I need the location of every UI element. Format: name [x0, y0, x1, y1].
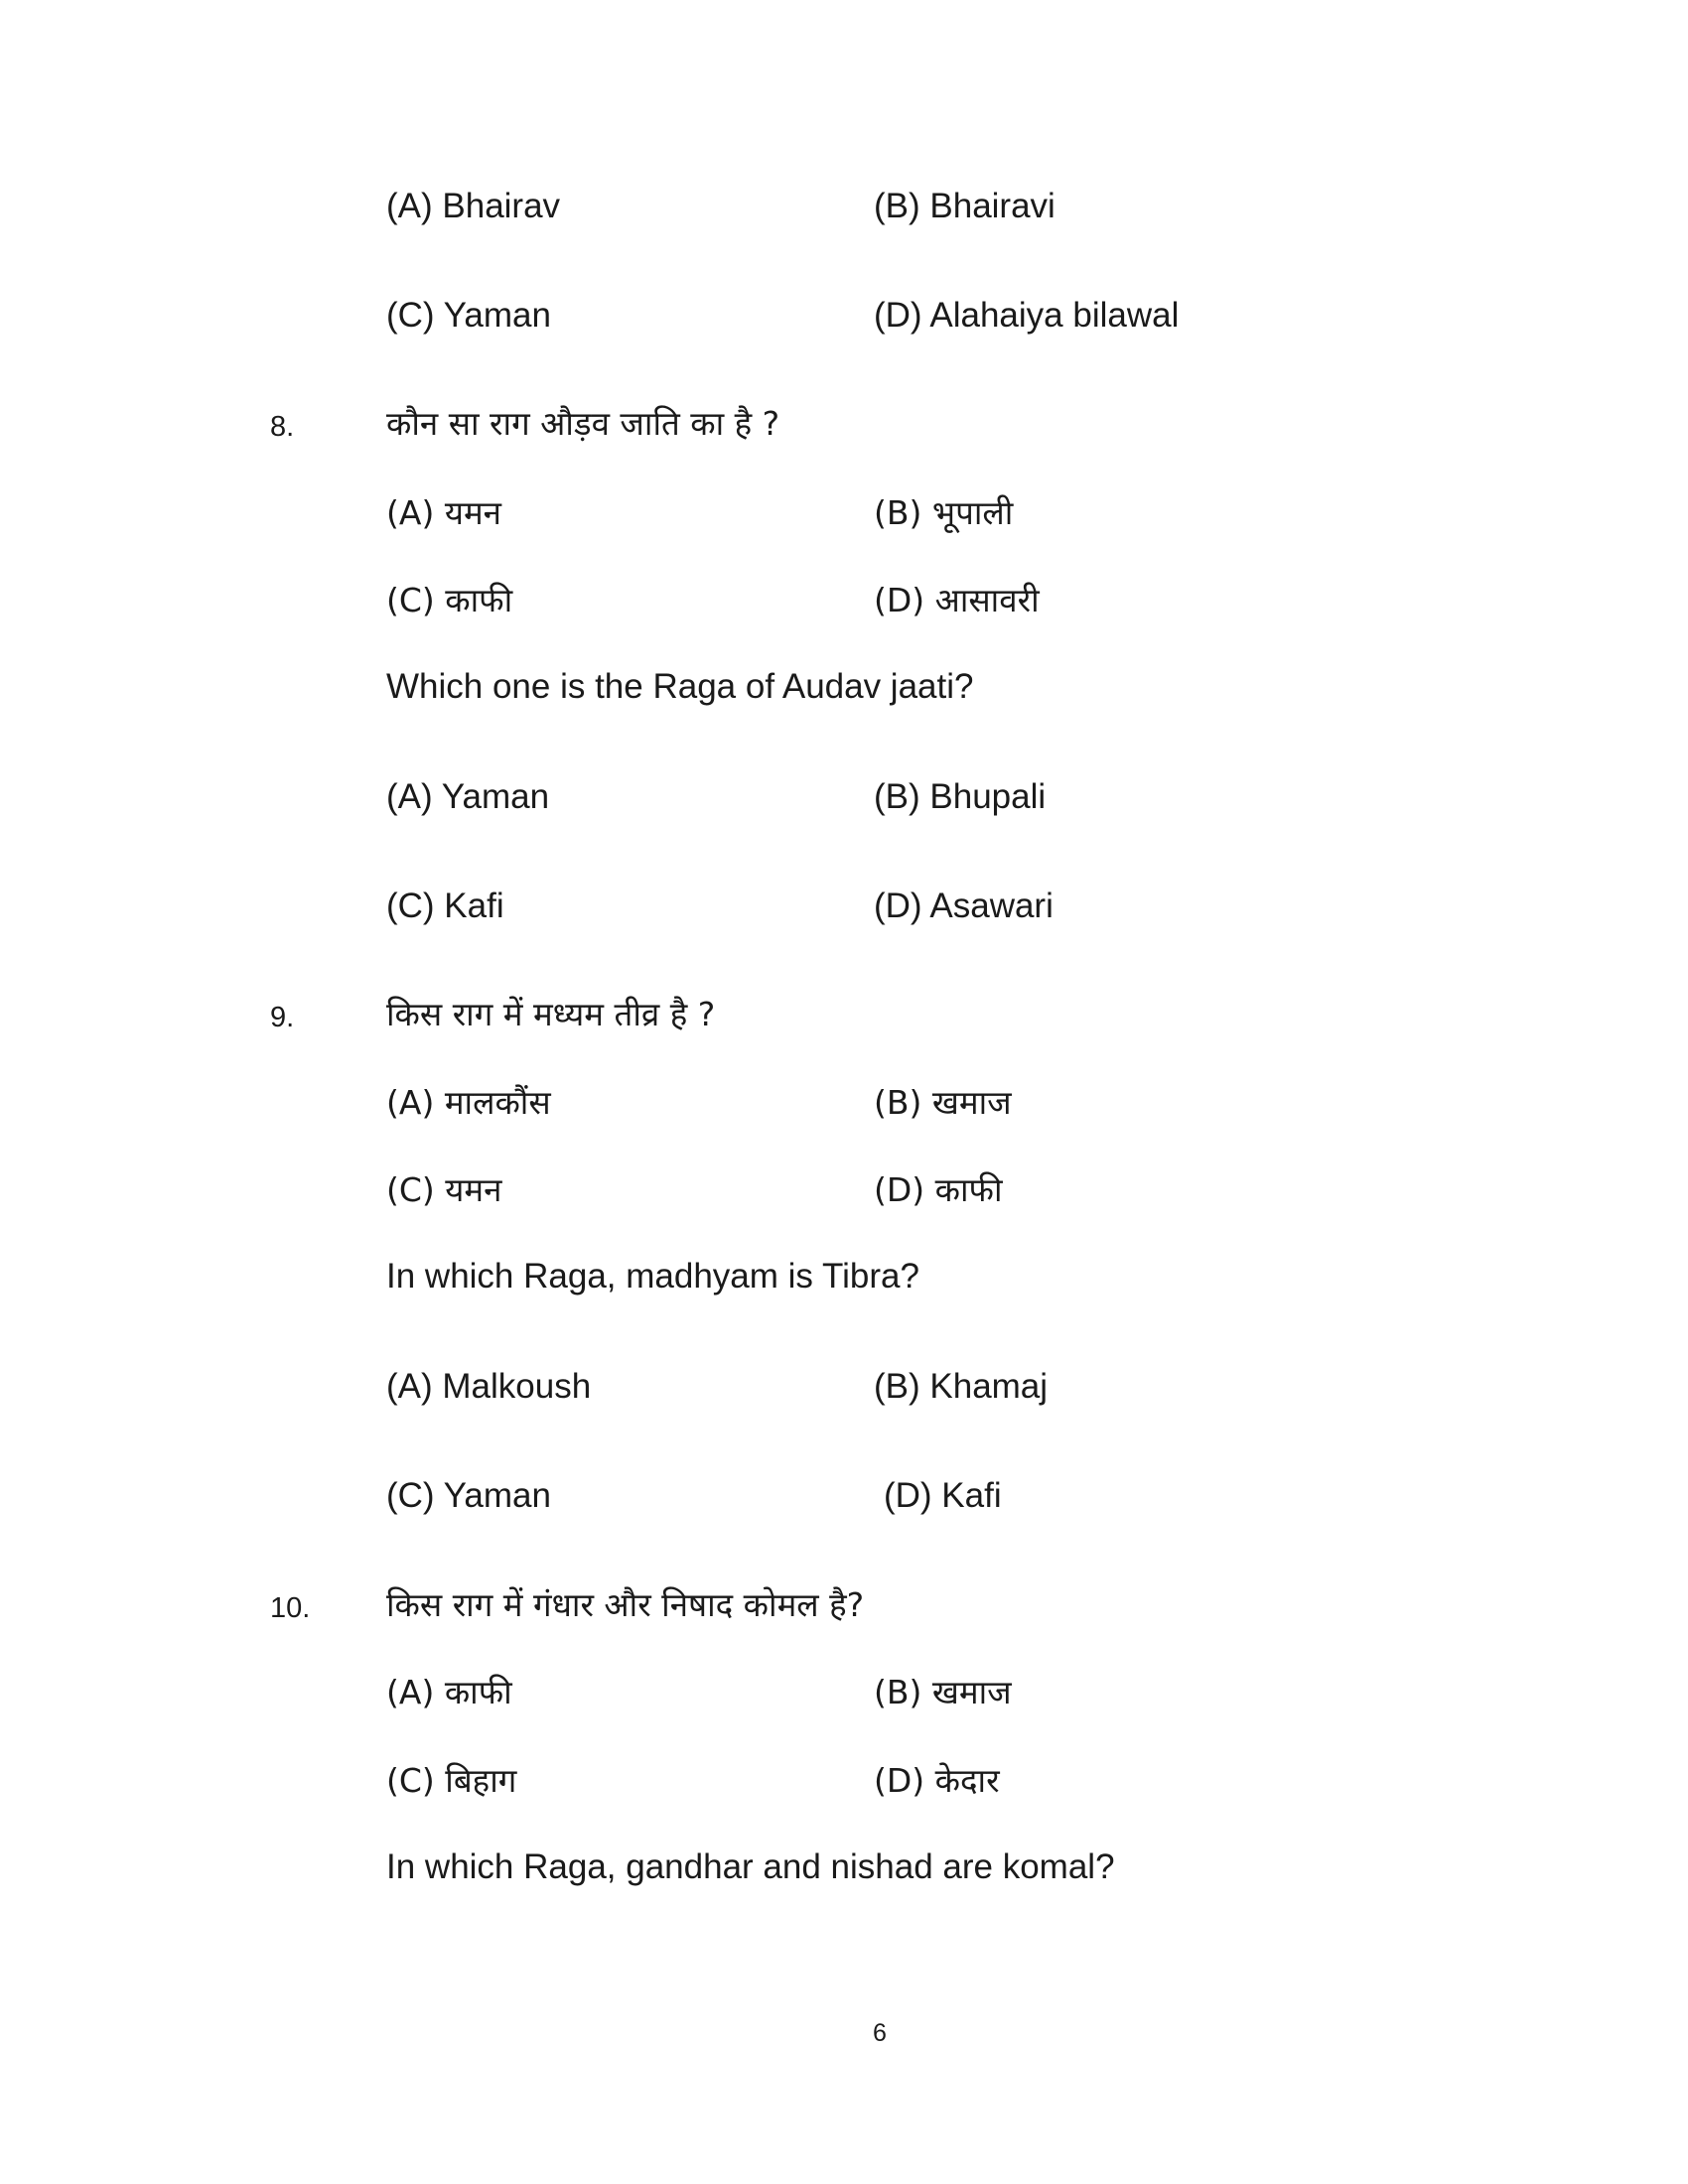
- q10-number: 10.: [270, 1592, 311, 1624]
- q7-option-c-en: (C) Yaman: [386, 296, 551, 335]
- q8-question-hi: कौन सा राग औड़व जाति का है ?: [386, 404, 780, 443]
- q9-number: 9.: [270, 1002, 295, 1033]
- q8-option-b-hi: (B) भूपाली: [874, 493, 1014, 532]
- q8-number: 8.: [270, 411, 295, 443]
- q7-option-d-en: (D) Alahaiya bilawal: [874, 296, 1180, 335]
- q9-option-d-hi: (D) काफी: [874, 1170, 1003, 1209]
- q9-question-hi: किस राग में मध्यम तीव्र है ?: [386, 995, 716, 1033]
- q9-option-a-en: (A) Malkoush: [386, 1367, 592, 1406]
- q10-option-a-hi: (A) काफी: [386, 1673, 512, 1711]
- q10-question-en: In which Raga, gandhar and nishad are komal?: [386, 1847, 1115, 1886]
- q9-option-b-hi: (B) खमाज: [874, 1083, 1012, 1122]
- q9-option-a-hi: (A) मालकौंस: [386, 1083, 551, 1122]
- q8-option-b-en: (B) Bhupali: [874, 777, 1047, 816]
- q9-question-en: In which Raga, madhyam is Tibra?: [386, 1257, 919, 1296]
- q10-question-hi: किस राग में गंधार और निषाद कोमल है?: [386, 1585, 865, 1624]
- q9-option-b-en: (B) Khamaj: [874, 1367, 1049, 1406]
- q8-option-d-hi: (D) आसावरी: [874, 581, 1040, 619]
- q10-option-b-hi: (B) खमाज: [874, 1673, 1012, 1711]
- q10-option-c-hi: (C) बिहाग: [386, 1761, 517, 1800]
- q8-option-c-en: (C) Kafi: [386, 887, 504, 925]
- q7-option-a-en: (A) Bhairav: [386, 187, 561, 225]
- q8-option-c-hi: (C) काफी: [386, 581, 513, 619]
- q7-option-b-en: (B) Bhairavi: [874, 187, 1055, 225]
- q8-option-a-en: (A) Yaman: [386, 777, 550, 816]
- q8-question-en: Which one is the Raga of Audav jaati?: [386, 667, 974, 706]
- q9-option-c-hi: (C) यमन: [386, 1170, 502, 1209]
- q9-option-c-en: (C) Yaman: [386, 1476, 551, 1515]
- q9-option-d-en: (D) Kafi: [884, 1476, 1002, 1515]
- q10-option-d-hi: (D) केदार: [874, 1761, 1000, 1800]
- q8-option-d-en: (D) Asawari: [874, 887, 1054, 925]
- page-number: 6: [873, 2019, 887, 2047]
- q8-option-a-hi: (A) यमन: [386, 493, 502, 532]
